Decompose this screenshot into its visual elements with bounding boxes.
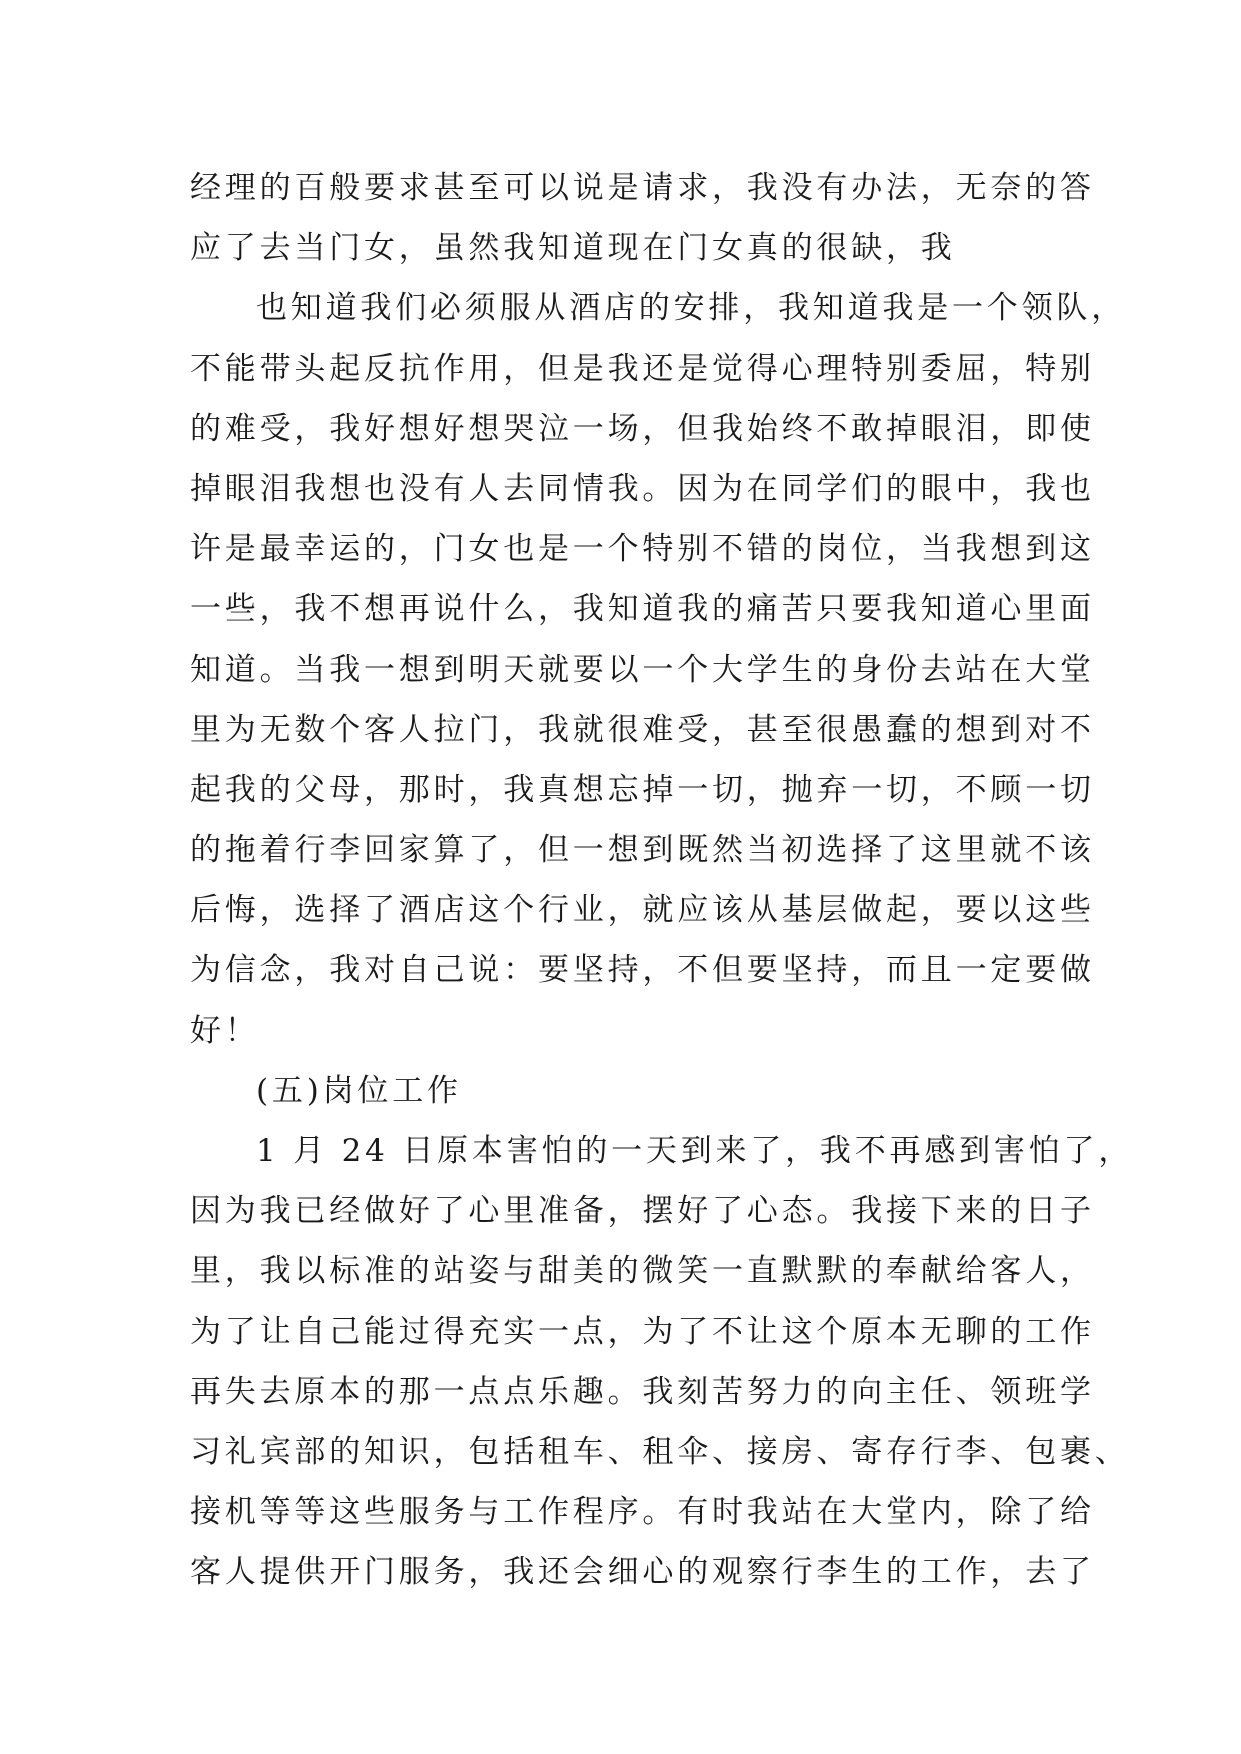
text-line: 里，我以标准的站姿与甜美的微笑一直默默的奉献给客人，: [190, 1253, 1095, 1290]
text-line: 许是最幸运的，门女也是一个特别不错的岗位，当我想到这: [190, 531, 1095, 568]
text-line: 为了让自己能过得充实一点，为了不让这个原本无聊的工作: [190, 1313, 1095, 1350]
body-text: [190, 158, 1134, 1603]
text-line: 知道。当我一想到明天就要以一个大学生的身份去站在大堂: [190, 651, 1095, 688]
text-line: 里为无数个客人拉门，我就很难受，甚至很愚蠢的想到对不: [190, 711, 1095, 748]
section-heading: (五)岗位工作: [256, 1072, 462, 1109]
text-line: 再失去原本的那一点点乐趣。我刻苦努力的向主任、领班学: [190, 1373, 1095, 1410]
text-line: 好！: [190, 1012, 260, 1049]
text-line: 应了去当门女，虽然我知道现在门女真的很缺，我: [190, 230, 956, 267]
text-line: 习礼宾部的知识，包括租车、租伞、接房、寄存行李、包裹、: [190, 1433, 1130, 1470]
text-line: 不能带头起反抗作用，但是我还是觉得心理特别委屈，特别: [190, 350, 1095, 387]
text-line: 客人提供开门服务，我还会细心的观察行李生的工作，去了: [190, 1554, 1095, 1591]
text-line: 一些，我不想再说什么，我知道我的痛苦只要我知道心里面: [190, 591, 1095, 628]
text-line: 的难受，我好想好想哭泣一场，但我始终不敢掉眼泪，即使: [190, 410, 1095, 447]
text-line: 的拖着行李回家算了，但一想到既然当初选择了这里就不该: [190, 832, 1095, 869]
text-line: 后悔，选择了酒店这个行业，就应该从基层做起，要以这些: [190, 892, 1095, 929]
paragraph-start-line: 1 月 24 日原本害怕的一天到来了，我不再感到害怕了，: [256, 1133, 1134, 1169]
text-line: 经理的百般要求甚至可以说是请求，我没有办法，无奈的答: [190, 170, 1095, 206]
text-line: 接机等等这些服务与工作程序。有时我站在大堂内，除了给: [190, 1494, 1095, 1531]
text-line: 起我的父母，那时，我真想忘掉一切，抛弃一切，不顾一切: [190, 771, 1095, 808]
text-line: 为信念，我对自己说：要坚持，不但要坚持，而且一定要做: [190, 952, 1095, 989]
paragraph-start-line: 也知道我们必须服从酒店的安排，我知道我是一个领队，: [256, 290, 1126, 327]
text-line: 掉眼泪我想也没有人去同情我。因为在同学们的眼中，我也: [190, 470, 1095, 507]
text-line: 因为我已经做好了心里准备，摆好了心态。我接下来的日子: [190, 1193, 1095, 1230]
